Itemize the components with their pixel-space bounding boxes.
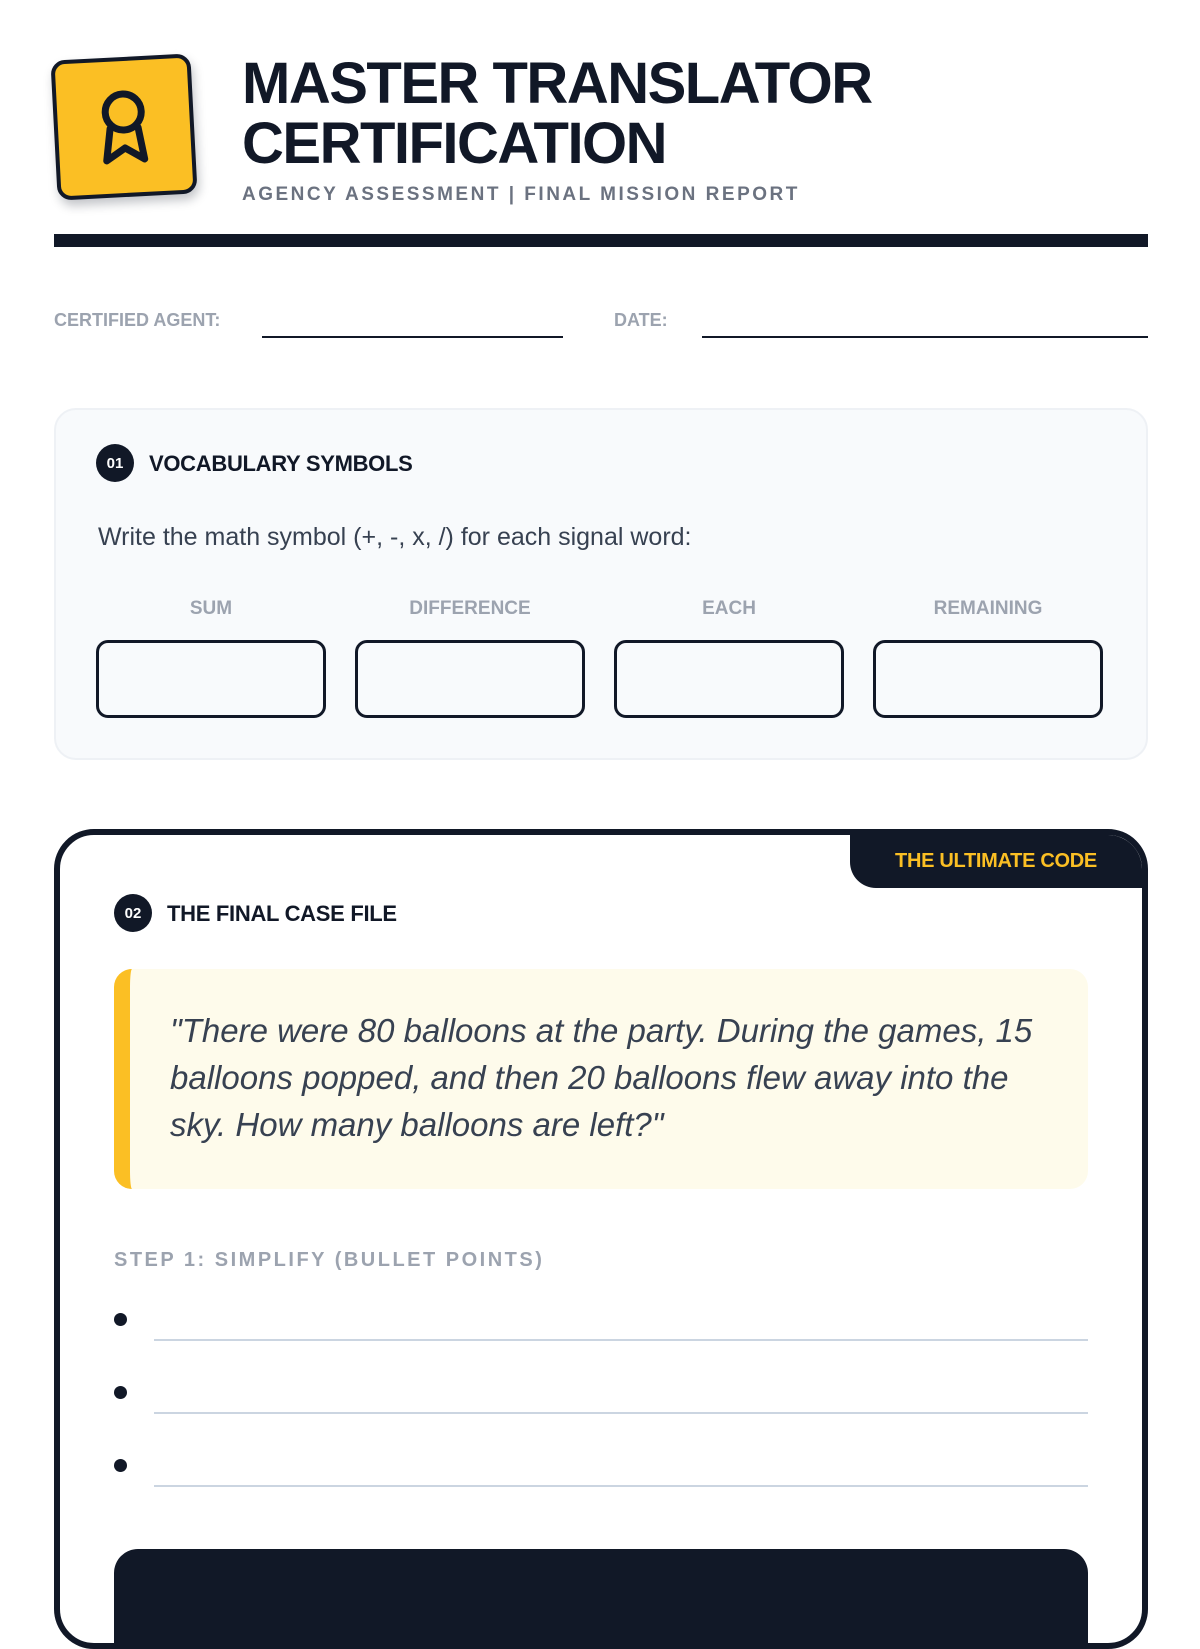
final-case-section [54, 829, 1148, 1649]
vocab-answer-box[interactable] [96, 640, 326, 718]
bullet-dot [114, 1313, 127, 1326]
date-field[interactable] [702, 336, 1148, 338]
bullet-answer-line[interactable] [154, 1412, 1088, 1414]
page-subtitle: AGENCY ASSESSMENT | FINAL MISSION REPORT [242, 184, 800, 205]
bullet-answer-line[interactable] [154, 1485, 1088, 1487]
header-title-block [242, 51, 1142, 206]
vocab-word-label: DIFFERENCE [409, 598, 531, 619]
page-title [242, 51, 1142, 176]
award-ribbon-icon [94, 87, 154, 168]
section-title: VOCABULARY SYMBOLS [149, 451, 413, 476]
vocab-answer-box[interactable] [355, 640, 585, 718]
code-panel [114, 1549, 1088, 1649]
vocab-word-label: SUM [189, 598, 233, 619]
bullet-answer-line[interactable] [154, 1339, 1088, 1341]
vocab-item-difference [355, 598, 585, 718]
vocab-word-label: REMAINING [933, 598, 1043, 619]
bullet-dot [114, 1459, 127, 1472]
date-label: DATE: [614, 310, 668, 330]
vocab-item-remaining [873, 598, 1103, 718]
vocab-item-sum [96, 598, 326, 718]
bullet-dot [114, 1386, 127, 1399]
header-divider [54, 234, 1148, 247]
vocabulary-instruction: Write the math symbol (+, -, x, /) for each signal word: [98, 523, 692, 551]
vocab-item-each [614, 598, 844, 718]
section-number-badge: 01 [96, 444, 134, 482]
case-problem-text: "There were 80 balloons at the party. During the games, 15 balloons popped, and then 20 balloons flew away into the sky. How many balloons are left?" [170, 1012, 1033, 1143]
title-line-1: MASTER TRANSLATOR [242, 51, 872, 116]
section-number-badge: 02 [114, 894, 152, 932]
step1-label: STEP 1: SIMPLIFY (BULLET POINTS) [114, 1249, 545, 1271]
certification-badge [50, 53, 197, 200]
vocab-answer-box[interactable] [873, 640, 1103, 718]
agent-name-field[interactable] [262, 336, 563, 338]
vocabulary-section [54, 408, 1148, 760]
title-line-2: CERTIFICATION [242, 111, 667, 176]
agent-label: CERTIFIED AGENT: [54, 310, 221, 330]
vocab-answer-box[interactable] [614, 640, 844, 718]
vocab-word-label: EACH [702, 598, 756, 619]
case-problem-box [114, 969, 1088, 1189]
section-title: THE FINAL CASE FILE [167, 901, 397, 926]
ultimate-code-tag: THE ULTIMATE CODE [850, 835, 1142, 888]
